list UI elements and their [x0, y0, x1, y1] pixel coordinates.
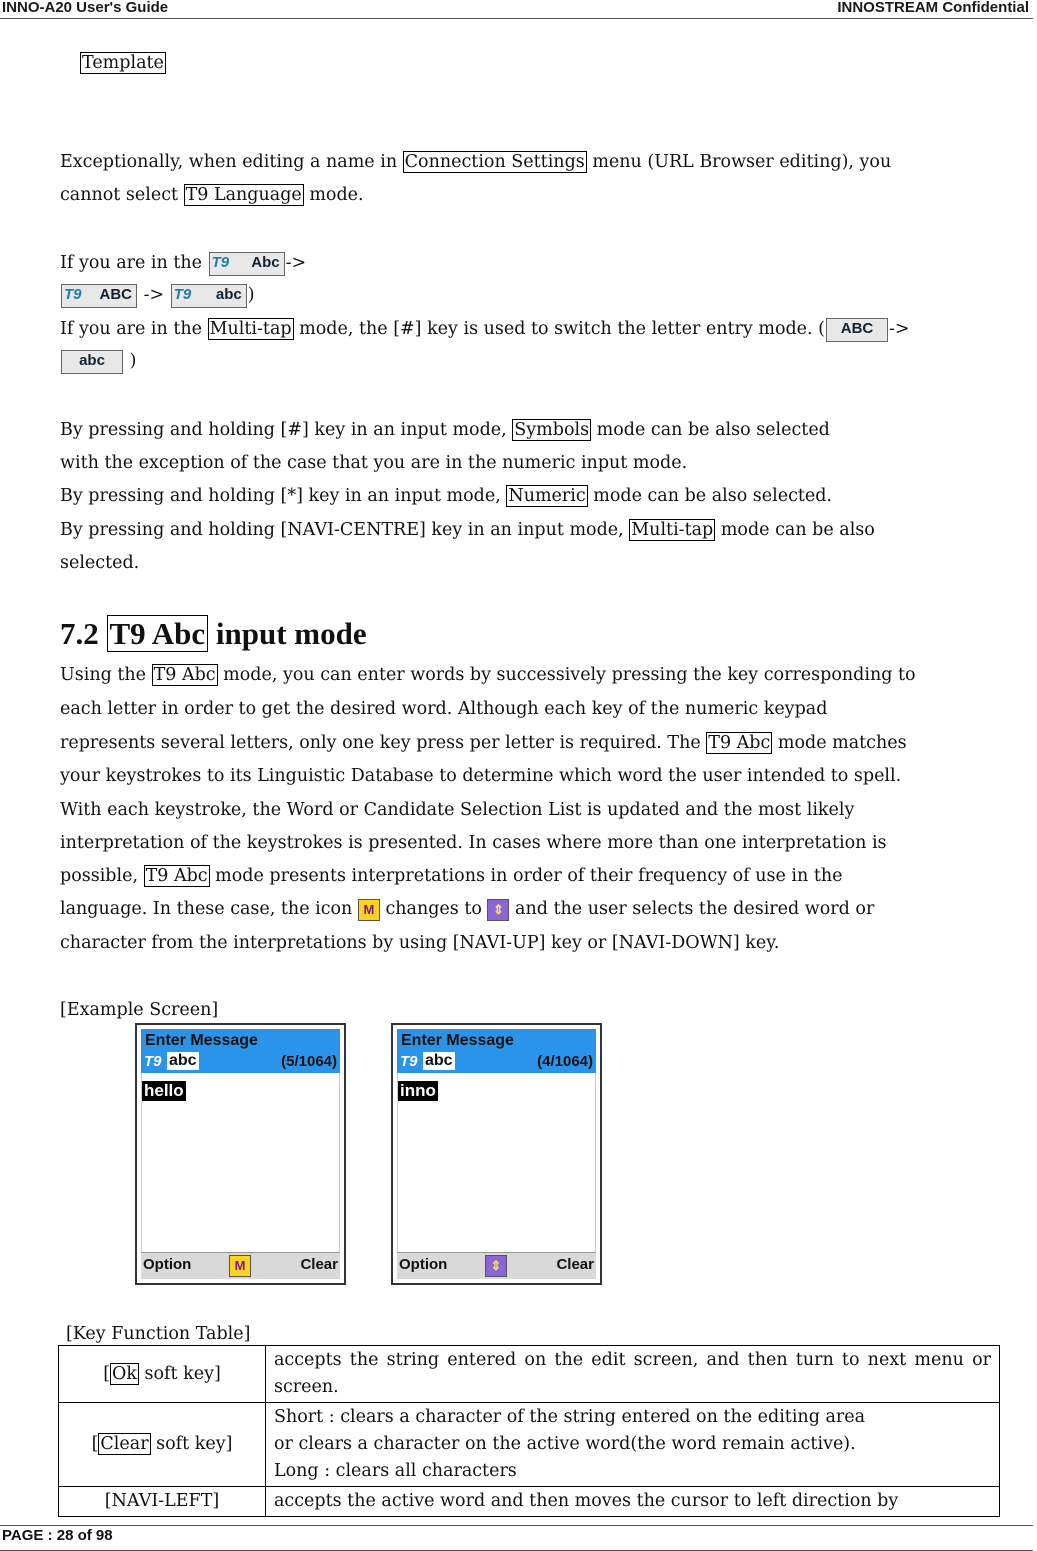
multitap-upper-icon: ABC	[826, 318, 888, 342]
paragraph-line: By pressing and holding [#] key in an input mode, Symbols mode can be also selected	[60, 420, 830, 440]
section-heading: 7.2 T9 Abc input mode	[60, 616, 367, 651]
body-line: possible, T9 Abc mode presents interpretations in order of their frequency of use in the	[60, 866, 843, 886]
table-row	[59, 1487, 1000, 1517]
key-cell: [ Clear soft key]	[59, 1403, 266, 1487]
paragraph-line: T9 ABC -> T9 abc )	[60, 279, 255, 312]
page-number: PAGE : 28 of 98	[2, 1527, 113, 1544]
up-down-icon: ⇕	[487, 899, 509, 921]
paragraph-line: If you are in the Multi-tap mode, the [#] key is used to switch the letter entry mode. ( ABC ->	[60, 313, 910, 346]
function-cell: Short : clears a character of the string entered on the editing area or clears a character on the active word(the word remain active). Long : clears all characters	[266, 1403, 1000, 1487]
table-row	[59, 1403, 1000, 1487]
m-mode-icon: M	[229, 1255, 251, 1277]
key-table-label: [Key Function Table]	[66, 1324, 251, 1344]
body-line: interpretation of the keystrokes is presented. In cases where more than one interpretation is	[60, 833, 887, 853]
key-cell: [ Ok soft key]	[59, 1346, 266, 1403]
multitap-lower-icon: abc	[61, 350, 123, 374]
option-softkey[interactable]: Option	[143, 1256, 192, 1273]
phone-screen	[135, 1023, 346, 1285]
body-line: your keystrokes to its Linguistic Database to determine which word the user intended to spell.	[60, 766, 902, 786]
table-row	[59, 1346, 1000, 1403]
up-down-icon: ⇕	[485, 1255, 507, 1277]
key-function-table	[58, 1345, 1000, 1517]
paragraph-line: selected.	[60, 553, 140, 573]
paragraph-line: If you are in the T9 Abc ->	[60, 247, 306, 280]
softkey-bar	[397, 1252, 596, 1279]
clear-softkey[interactable]: Clear	[556, 1256, 594, 1273]
input-mode: abc	[425, 1052, 453, 1069]
softkey-bar	[141, 1252, 340, 1279]
example-screen-label: [Example Screen]	[60, 1000, 219, 1020]
body-line: each letter in order to get the desired word. Although each key of the numeric keypad	[60, 699, 828, 719]
m-mode-icon: M	[358, 899, 380, 921]
paragraph-line: abc )	[60, 345, 136, 378]
body-line: With each keystroke, the Word or Candidate Selection List is updated and the most likely	[60, 800, 855, 820]
body-line: language. In these case, the icon M changes to ⇕ and the user selects the desired word or	[60, 899, 875, 919]
paragraph-line: By pressing and holding [*] key in an input mode, Numeric mode can be also selected.	[60, 486, 833, 506]
template-label: Template	[82, 53, 164, 73]
option-softkey[interactable]: Option	[399, 1256, 448, 1273]
title-bar: Enter Message T9 abc (5/1064)	[141, 1029, 340, 1073]
paragraph-line: cannot select T9 Language mode.	[60, 185, 364, 205]
t9-abc-lower-icon: T9 abc	[171, 284, 247, 308]
phone-screen	[391, 1023, 602, 1285]
t9-abc-icon: T9 Abc	[209, 252, 285, 276]
clear-softkey[interactable]: Clear	[300, 1256, 338, 1273]
key-cell: [NAVI-LEFT]	[59, 1487, 266, 1517]
t9-abc-upper-icon: T9 ABC	[61, 284, 137, 308]
active-word: hello	[144, 1081, 184, 1100]
active-word: inno	[400, 1081, 436, 1100]
page-footer	[0, 1525, 1033, 1551]
char-count: (4/1064)	[537, 1053, 593, 1070]
title-bar: Enter Message T9 abc (4/1064)	[397, 1029, 596, 1073]
body-line: character from the interpretations by using [NAVI-UP] key or [NAVI-DOWN] key.	[60, 933, 780, 953]
body-line: represents several letters, only one key press per letter is required. The T9 Abc mode matches	[60, 733, 907, 753]
page-header	[0, 0, 1033, 19]
confidential-label: INNOSTREAM Confidential	[837, 0, 1029, 16]
body-line: Using the T9 Abc mode, you can enter words by successively pressing the key corresponding to	[60, 665, 916, 685]
doc-title: INNO-A20 User's Guide	[2, 0, 169, 16]
char-count: (5/1064)	[281, 1053, 337, 1070]
paragraph-line: By pressing and holding [NAVI-CENTRE] key in an input mode, Multi-tap mode can be also	[60, 520, 875, 540]
paragraph-line: Exceptionally, when editing a name in Connection Settings menu (URL Browser editing), you	[60, 152, 892, 172]
function-cell: accepts the active word and then moves the cursor to left direction by	[266, 1487, 1000, 1517]
input-mode: abc	[169, 1052, 197, 1069]
paragraph-line: with the exception of the case that you are in the numeric input mode.	[60, 453, 688, 473]
function-cell: accepts the string entered on the edit screen, and then turn to next menu or screen.	[266, 1346, 1000, 1403]
